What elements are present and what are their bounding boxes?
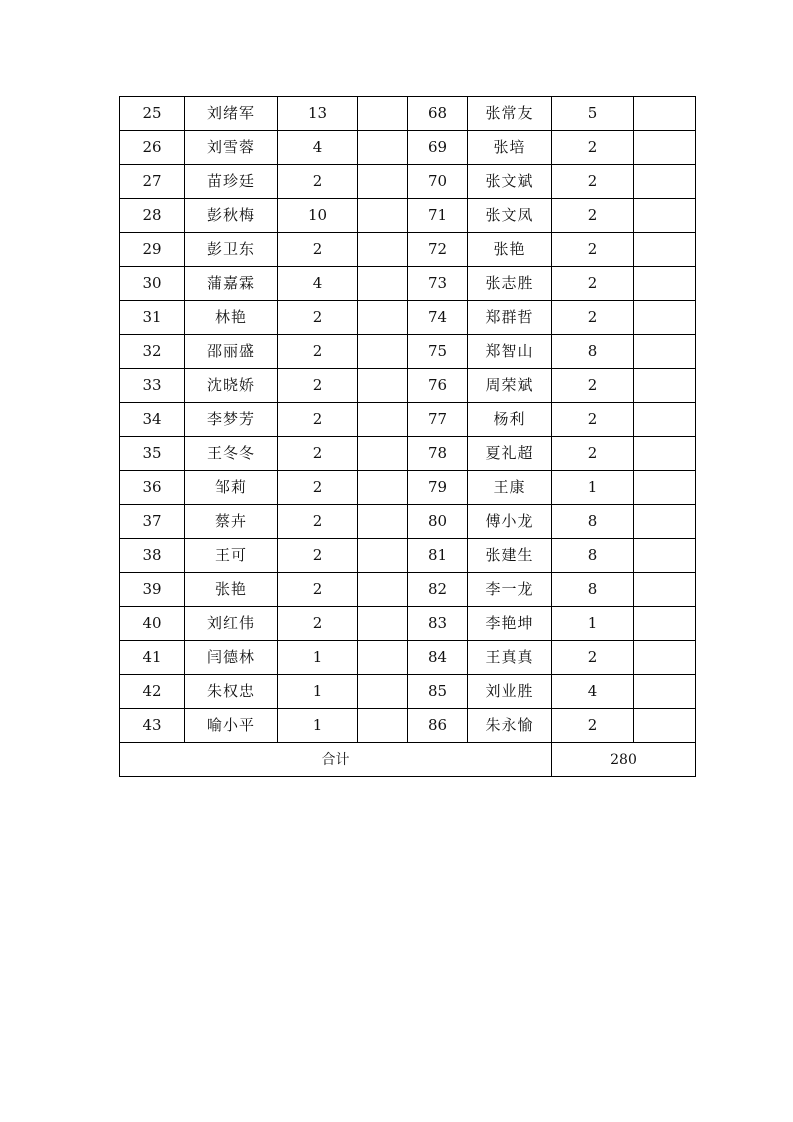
name-cell: 邵丽盛 <box>185 335 278 369</box>
note-cell <box>358 335 408 369</box>
name-cell: 张培 <box>468 131 552 165</box>
total-row <box>120 743 696 777</box>
number-cell: 32 <box>120 335 185 369</box>
count-cell: 4 <box>552 675 634 709</box>
number-cell: 85 <box>408 675 468 709</box>
note-cell <box>634 471 696 505</box>
name-cell: 李艳坤 <box>468 607 552 641</box>
note-cell <box>634 641 696 675</box>
count-cell: 1 <box>552 607 634 641</box>
name-cell: 傅小龙 <box>468 505 552 539</box>
number-cell: 68 <box>408 97 468 131</box>
table-row <box>120 335 696 369</box>
number-cell: 71 <box>408 199 468 233</box>
note-cell <box>634 369 696 403</box>
number-cell: 78 <box>408 437 468 471</box>
table-row <box>120 369 696 403</box>
note-cell <box>634 709 696 743</box>
name-cell: 王可 <box>185 539 278 573</box>
number-cell: 80 <box>408 505 468 539</box>
number-cell: 41 <box>120 641 185 675</box>
note-cell <box>358 437 408 471</box>
number-cell: 70 <box>408 165 468 199</box>
table-row <box>120 539 696 573</box>
note-cell <box>634 165 696 199</box>
count-cell: 2 <box>278 233 358 267</box>
table-row <box>120 301 696 335</box>
name-cell: 朱权忠 <box>185 675 278 709</box>
count-cell: 13 <box>278 97 358 131</box>
total-value: 280 <box>552 743 696 777</box>
name-cell: 朱永愉 <box>468 709 552 743</box>
count-cell: 10 <box>278 199 358 233</box>
number-cell: 40 <box>120 607 185 641</box>
name-cell: 刘业胜 <box>468 675 552 709</box>
number-cell: 25 <box>120 97 185 131</box>
note-cell <box>358 267 408 301</box>
count-cell: 2 <box>552 709 634 743</box>
note-cell <box>634 301 696 335</box>
table-row <box>120 233 696 267</box>
name-cell: 沈晓娇 <box>185 369 278 403</box>
name-cell: 王康 <box>468 471 552 505</box>
table-row <box>120 437 696 471</box>
count-cell: 1 <box>278 641 358 675</box>
name-cell: 周荣斌 <box>468 369 552 403</box>
number-cell: 42 <box>120 675 185 709</box>
number-cell: 39 <box>120 573 185 607</box>
number-cell: 82 <box>408 573 468 607</box>
count-cell: 2 <box>552 199 634 233</box>
count-cell: 5 <box>552 97 634 131</box>
note-cell <box>358 403 408 437</box>
note-cell <box>634 573 696 607</box>
note-cell <box>634 233 696 267</box>
name-cell: 王冬冬 <box>185 437 278 471</box>
name-cell: 蒲嘉霖 <box>185 267 278 301</box>
number-cell: 81 <box>408 539 468 573</box>
note-cell <box>358 199 408 233</box>
number-cell: 77 <box>408 403 468 437</box>
number-cell: 33 <box>120 369 185 403</box>
name-cell: 张艳 <box>468 233 552 267</box>
name-cell: 邹莉 <box>185 471 278 505</box>
note-cell <box>358 471 408 505</box>
count-cell: 2 <box>278 471 358 505</box>
number-cell: 43 <box>120 709 185 743</box>
note-cell <box>358 607 408 641</box>
note-cell <box>634 97 696 131</box>
number-cell: 28 <box>120 199 185 233</box>
count-cell: 8 <box>552 505 634 539</box>
count-cell: 2 <box>552 437 634 471</box>
count-cell: 2 <box>278 505 358 539</box>
number-cell: 83 <box>408 607 468 641</box>
table-row <box>120 607 696 641</box>
name-cell: 王真真 <box>468 641 552 675</box>
name-cell: 杨利 <box>468 403 552 437</box>
number-cell: 34 <box>120 403 185 437</box>
number-cell: 27 <box>120 165 185 199</box>
number-cell: 38 <box>120 539 185 573</box>
note-cell <box>358 165 408 199</box>
count-cell: 8 <box>552 539 634 573</box>
name-cell: 闫德林 <box>185 641 278 675</box>
number-cell: 31 <box>120 301 185 335</box>
note-cell <box>358 131 408 165</box>
note-cell <box>358 97 408 131</box>
number-cell: 73 <box>408 267 468 301</box>
note-cell <box>358 573 408 607</box>
table-row <box>120 199 696 233</box>
name-cell: 张建生 <box>468 539 552 573</box>
count-cell: 8 <box>552 335 634 369</box>
table-row <box>120 267 696 301</box>
table-row <box>120 641 696 675</box>
total-label: 合计 <box>120 743 552 777</box>
note-cell <box>634 335 696 369</box>
note-cell <box>634 437 696 471</box>
note-cell <box>634 607 696 641</box>
note-cell <box>358 233 408 267</box>
count-cell: 8 <box>552 573 634 607</box>
name-cell: 郑智山 <box>468 335 552 369</box>
table-row <box>120 97 696 131</box>
name-cell: 郑群哲 <box>468 301 552 335</box>
count-cell: 2 <box>552 369 634 403</box>
number-cell: 69 <box>408 131 468 165</box>
count-cell: 2 <box>552 165 634 199</box>
count-cell: 2 <box>278 539 358 573</box>
table-row <box>120 165 696 199</box>
count-cell: 2 <box>552 233 634 267</box>
name-cell: 彭卫东 <box>185 233 278 267</box>
count-cell: 4 <box>278 131 358 165</box>
table-row <box>120 573 696 607</box>
number-cell: 76 <box>408 369 468 403</box>
count-cell: 2 <box>278 165 358 199</box>
name-cell: 张文斌 <box>468 165 552 199</box>
count-cell: 2 <box>552 641 634 675</box>
note-cell <box>634 131 696 165</box>
count-cell: 4 <box>278 267 358 301</box>
number-cell: 37 <box>120 505 185 539</box>
count-cell: 1 <box>278 675 358 709</box>
count-cell: 2 <box>278 403 358 437</box>
number-cell: 29 <box>120 233 185 267</box>
count-cell: 1 <box>552 471 634 505</box>
name-cell: 喻小平 <box>185 709 278 743</box>
table-row <box>120 675 696 709</box>
note-cell <box>358 675 408 709</box>
count-cell: 2 <box>552 301 634 335</box>
name-cell: 蔡卉 <box>185 505 278 539</box>
number-cell: 30 <box>120 267 185 301</box>
name-cell: 刘雪蓉 <box>185 131 278 165</box>
note-cell <box>358 709 408 743</box>
note-cell <box>358 641 408 675</box>
note-cell <box>634 675 696 709</box>
name-cell: 张艳 <box>185 573 278 607</box>
name-cell: 林艳 <box>185 301 278 335</box>
count-cell: 2 <box>552 403 634 437</box>
number-cell: 79 <box>408 471 468 505</box>
count-cell: 2 <box>278 369 358 403</box>
count-cell: 2 <box>552 267 634 301</box>
name-cell: 李梦芳 <box>185 403 278 437</box>
name-cell: 李一龙 <box>468 573 552 607</box>
note-cell <box>358 539 408 573</box>
note-cell <box>634 505 696 539</box>
note-cell <box>358 505 408 539</box>
note-cell <box>358 369 408 403</box>
name-cell: 刘绪军 <box>185 97 278 131</box>
table-row <box>120 131 696 165</box>
note-cell <box>634 403 696 437</box>
number-cell: 72 <box>408 233 468 267</box>
name-cell: 夏礼超 <box>468 437 552 471</box>
note-cell <box>358 301 408 335</box>
number-cell: 26 <box>120 131 185 165</box>
note-cell <box>634 539 696 573</box>
number-cell: 35 <box>120 437 185 471</box>
count-cell: 1 <box>278 709 358 743</box>
count-cell: 2 <box>278 301 358 335</box>
name-cell: 张文凤 <box>468 199 552 233</box>
roster-table-body <box>120 97 696 777</box>
name-cell: 张志胜 <box>468 267 552 301</box>
count-cell: 2 <box>278 335 358 369</box>
note-cell <box>634 267 696 301</box>
name-cell: 彭秋梅 <box>185 199 278 233</box>
number-cell: 86 <box>408 709 468 743</box>
number-cell: 75 <box>408 335 468 369</box>
name-cell: 苗珍廷 <box>185 165 278 199</box>
number-cell: 74 <box>408 301 468 335</box>
count-cell: 2 <box>278 607 358 641</box>
table-row <box>120 471 696 505</box>
roster-table <box>119 96 696 777</box>
count-cell: 2 <box>278 573 358 607</box>
name-cell: 张常友 <box>468 97 552 131</box>
count-cell: 2 <box>278 437 358 471</box>
number-cell: 84 <box>408 641 468 675</box>
number-cell: 36 <box>120 471 185 505</box>
table-row <box>120 505 696 539</box>
table-row <box>120 709 696 743</box>
name-cell: 刘红伟 <box>185 607 278 641</box>
count-cell: 2 <box>552 131 634 165</box>
table-row <box>120 403 696 437</box>
note-cell <box>634 199 696 233</box>
